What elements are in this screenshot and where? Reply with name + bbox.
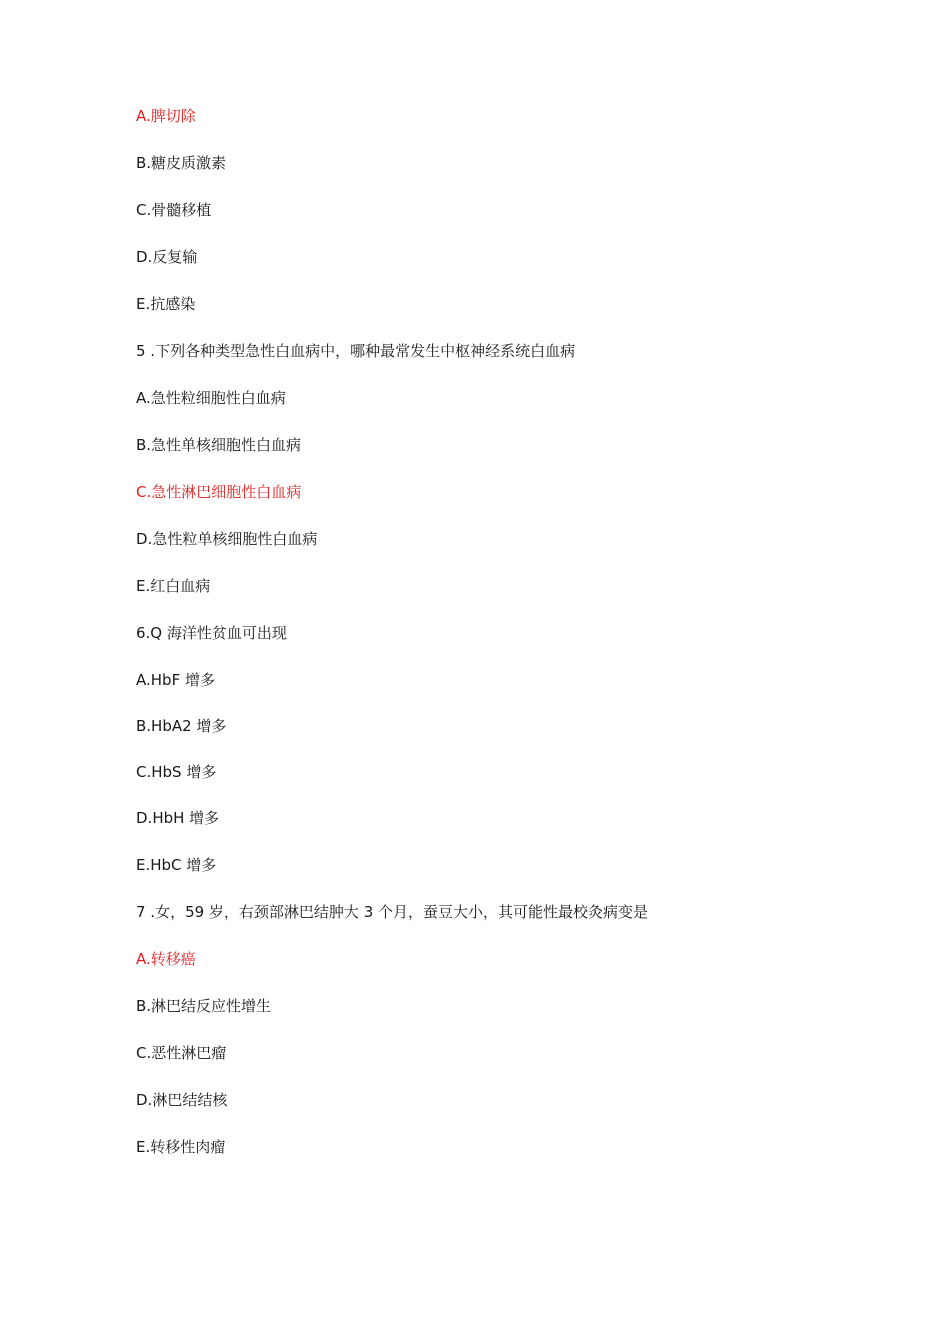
option-line: C.HbS 增多 (136, 763, 217, 781)
option-line: C.骨髓移植 (136, 201, 212, 219)
option-line: E.红白血病 (136, 577, 211, 595)
option-line: D.急性粒单核细胞性白血病 (136, 530, 318, 548)
question-line: 6.Q 海洋性贫血可出现 (136, 624, 287, 642)
option-line: E.转移性肉瘤 (136, 1138, 226, 1156)
option-line: E.抗感染 (136, 295, 196, 313)
option-line: C.恶性淋巴瘤 (136, 1044, 227, 1062)
option-line: D.淋巴结结核 (136, 1091, 228, 1109)
option-line: D.反复输 (136, 248, 198, 266)
option-line: B.HbA2 增多 (136, 717, 227, 735)
option-line: B.糖皮质激素 (136, 154, 227, 172)
option-line: B.急性单核细胞性白血病 (136, 436, 302, 454)
option-line: B.淋巴结反应性增生 (136, 997, 272, 1015)
question-line: 7 .女，59 岁，右颈部淋巴结肿大 3 个月，蚕豆大小，其可能性最校灸病变是 (136, 903, 649, 921)
option-line: A.脾切除 (136, 107, 196, 125)
option-line: C.急性淋巴细胞性白血病 (136, 483, 302, 501)
option-line: A.HbF 增多 (136, 671, 215, 689)
option-line: D.HbH 增多 (136, 809, 220, 827)
option-line: A.急性粒细胞性白血病 (136, 389, 286, 407)
question-line: 5 .下列各种类型急性白血病中，哪种最常发生中枢神经系统白血病 (136, 342, 576, 360)
option-line: E.HbC 增多 (136, 856, 217, 874)
option-line: A.转移癌 (136, 950, 196, 968)
